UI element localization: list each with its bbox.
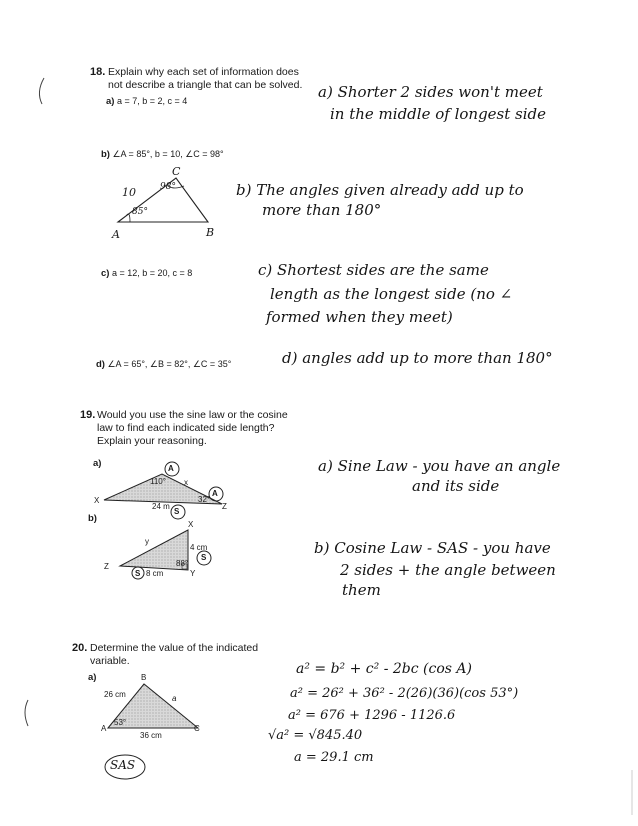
q18b-answer-line2: more than 180° — [262, 201, 382, 219]
q19a-angle-z: 32° — [198, 495, 211, 504]
q18b-side: 10 — [122, 186, 136, 199]
q20a-label: a) — [88, 672, 97, 683]
q20-prompt — [90, 642, 290, 668]
q18a-answer-line2: in the middle of longest side — [330, 105, 547, 123]
q19b-answer-line3: them — [342, 581, 381, 599]
q20a-work-line3: a² = 676 + 1296 - 1126.6 — [288, 708, 456, 723]
q18b-vertex-b: B — [206, 226, 215, 239]
q18-prompt-line1: Explain why each set of information does — [108, 66, 299, 78]
q19b-vertex-x: X — [188, 520, 194, 529]
q18b-answer-line1: b) The angles given already add up to — [236, 181, 524, 199]
q19b-side2: 8 cm — [146, 569, 164, 578]
q18c-answer-line3: formed when they meet) — [266, 308, 453, 326]
q19a-answer-line1: a) Sine Law - you have an angle — [318, 457, 561, 475]
q19b-figure — [110, 520, 220, 584]
q19b-side1: 4 cm — [190, 543, 208, 552]
q18d-label: d) — [96, 359, 105, 370]
q19a-figure — [92, 460, 232, 528]
q19a-answer-line2: and its side — [412, 477, 500, 495]
q18a-given-text: a = 7, b = 2, c = 4 — [116, 96, 188, 106]
q19b-answer-line1: b) Cosine Law - SAS - you have — [314, 539, 551, 557]
q18a-label: a) — [106, 96, 115, 107]
q19a-angle-y: 110° — [150, 477, 166, 486]
q19b-answer-line2: 2 sides + the angle between — [340, 561, 556, 579]
q19a-side: 24 m — [152, 502, 170, 511]
q19-prompt — [97, 409, 317, 448]
q20a-side-a: a — [172, 694, 177, 703]
q20a-vertex-a: A — [101, 724, 107, 733]
q19-prompt-line3: Explain your reasoning. — [97, 435, 207, 447]
q20-prompt-line1: Determine the value of the indicated — [90, 642, 259, 654]
q18b-angle-c: 98° — [160, 182, 176, 192]
q19b-vertex-z: Z — [104, 562, 109, 571]
q20-prompt-line2: variable. — [90, 655, 130, 667]
q18b-angle-a: 85° — [132, 207, 148, 217]
q18d-given — [96, 359, 231, 370]
q19b-mark-s2: S — [135, 569, 141, 578]
q18b-given-text: ∠A = 85°, b = 10, ∠C = 98° — [112, 149, 224, 159]
q19a-vertex-z: Z — [222, 502, 227, 511]
q18a-given — [106, 96, 187, 107]
q20a-work-line4: √a² = √845.40 — [268, 728, 363, 743]
q19b-angle: 88° — [176, 559, 189, 568]
q20a-vertex-b: B — [141, 673, 147, 682]
q18b-vertex-c: C — [172, 165, 181, 178]
q20a-work-line1: a² = b² + c² - 2bc (cos A) — [296, 661, 472, 677]
q19b-mark-s: S — [201, 553, 207, 562]
q19a-mark-a: A — [168, 464, 174, 473]
q18d-answer: d) angles add up to more than 180° — [282, 349, 553, 367]
q19b-label: b) — [88, 513, 97, 524]
q19a-vertex-x: X — [94, 496, 100, 505]
q19a-mark-a2: A — [212, 489, 218, 498]
q18b-label: b) — [101, 149, 110, 160]
q20a-side-c: 26 cm — [104, 690, 126, 699]
q18c-answer-line1: c) Shortest sides are the same — [258, 261, 489, 279]
q19-prompt-line2: law to find each indicated side length? — [97, 422, 275, 434]
q20a-side-b: 36 cm — [140, 731, 162, 740]
q20a-work-line2: a² = 26² + 36² - 2(26)(36)(cos 53°) — [290, 686, 519, 701]
q20a-sas: SAS — [110, 758, 136, 772]
q18a-answer-line1: a) Shorter 2 sides won't meet — [318, 83, 543, 101]
q19a-mark-s: S — [174, 507, 180, 516]
q18c-label: c) — [101, 268, 110, 279]
q18-number: 18. — [90, 66, 106, 78]
q20a-work-line5: a = 29.1 cm — [294, 750, 374, 765]
q20a-figure — [98, 670, 208, 740]
q19b-side-y: y — [145, 537, 149, 546]
q19a-label: a) — [93, 458, 102, 469]
q19a-side-x: x — [184, 478, 188, 487]
q20-number: 20. — [72, 642, 88, 654]
q18c-answer-line2: length as the longest side (no ∠ — [270, 285, 513, 303]
q19-prompt-line1: Would you use the sine law or the cosine — [97, 409, 288, 421]
q20a-vertex-c: C — [194, 724, 200, 733]
q18c-given-text: a = 12, b = 20, c = 8 — [111, 268, 193, 278]
q18b-given — [101, 149, 224, 160]
q18d-given-text: ∠A = 65°, ∠B = 82°, ∠C = 35° — [107, 359, 232, 369]
q18c-given — [101, 268, 192, 279]
q18b-vertex-a: A — [112, 228, 120, 241]
q18-prompt-line2: not describe a triangle that can be solved. — [108, 79, 303, 91]
q20a-angle-a: 53° — [114, 718, 127, 727]
q19b-vertex-y: Y — [190, 569, 196, 578]
q19-number: 19. — [80, 409, 96, 421]
q18-prompt — [108, 66, 338, 92]
